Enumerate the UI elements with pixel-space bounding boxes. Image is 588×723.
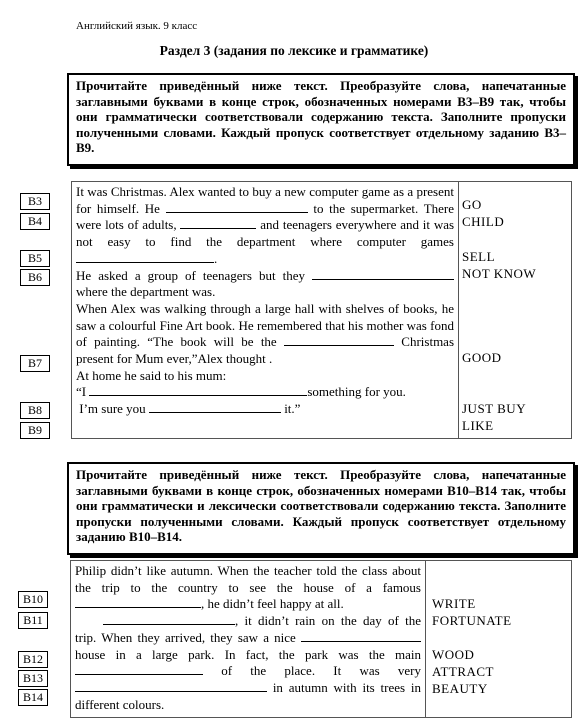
base-word-b5: SELL [462, 249, 496, 264]
task-label-b4: B4 [20, 213, 50, 230]
section-title: Раздел 3 (задания по лексике и грамматике) [159, 43, 429, 58]
base-word-b9: LIKE [462, 418, 494, 433]
instruction-box-1 [67, 73, 575, 166]
answer-blank-b14[interactable] [75, 680, 267, 692]
answer-blank-b4[interactable] [180, 217, 256, 229]
task-label-b12: B12 [18, 651, 48, 668]
instruction-box-2 [67, 462, 575, 555]
answer-blank-b6[interactable] [312, 268, 454, 280]
task-table-2 [70, 560, 572, 718]
task-label-b3: B3 [20, 193, 50, 210]
task-label-b13: B13 [18, 670, 48, 687]
task-label-b5: B5 [20, 250, 50, 267]
answer-blank-b9[interactable] [149, 401, 281, 413]
base-word-b6: NOT KNOW [462, 266, 537, 281]
task-2-paragraph: Philip didn’t like autumn. When the teacher told the class about the trip to the country to see the house of a famous , he didn’t feel happy at all. , it didn’t rain on the day of the trip. When they arrived, they saw a nice house in a large park. In fact, the park was the main of the place. It was very in autumn with its trees in different colours. [75, 563, 422, 712]
task-table-1 [71, 181, 572, 439]
task-text-2 [71, 561, 426, 717]
answer-blank-b8[interactable] [89, 384, 307, 396]
task-label-b11: B11 [18, 612, 48, 629]
answer-blank-b13[interactable] [75, 663, 203, 675]
base-word-b3: GO [462, 197, 482, 212]
task-label-b6: B6 [20, 269, 50, 286]
base-word-b7: GOOD [462, 350, 502, 365]
base-word-b11: FORTUNATE [432, 613, 512, 628]
base-word-b10: WRITE [432, 596, 476, 611]
base-word-b8: JUST BUY [462, 401, 527, 416]
task-label-b7: B7 [20, 355, 50, 372]
answer-blank-b11[interactable] [103, 613, 235, 625]
base-word-b13: ATTRACT [432, 664, 494, 679]
answer-blank-b10[interactable] [75, 596, 201, 608]
base-word-b12: WOOD [432, 647, 475, 662]
task-label-b14: B14 [18, 689, 48, 706]
base-words-2 [432, 561, 570, 717]
answer-blank-b3[interactable] [166, 201, 308, 213]
instruction-text-1: Прочитайте приведённый ниже текст. Преобразуйте слова, напечатанные заглавными буквами в конце строк, обозначенных номерами В3–В9 так, чтобы они грамматически соответствовали содержанию текста. Заполните пропуски полученными словами. Каждый пропуск соответствует отдельному заданию В3–В9. [76, 78, 566, 155]
answer-blank-b12[interactable] [301, 630, 421, 642]
answer-blank-b7[interactable] [284, 334, 394, 346]
task-label-b8: B8 [20, 402, 50, 419]
task-label-b9: B9 [20, 422, 50, 439]
task-text-1 [72, 182, 459, 438]
task-label-b10: B10 [18, 591, 48, 608]
base-word-b14: BEAUTY [432, 681, 488, 696]
base-word-b4: CHILD [462, 214, 505, 229]
task-1-paragraph: It was Christmas. Alex wanted to buy a new computer game as a present for himself. He to the supermarket. There were lots of adults, and teenagers everywhere and it was not easy to find the department where computer games . He asked a group of teenagers but they where the department was. When Alex was walking through a large hall with shelves of books, he saw a colourful Fine Art book. He remembered that his mother was fond of painting. “The book will be the Christmas present for Mum ever,”Alex thought . At home he said to his mum: “I something for you. I’m sure you it.” [76, 184, 455, 417]
page-header: Английский язык. 9 класс [76, 20, 198, 32]
answer-blank-b5[interactable] [76, 251, 214, 263]
instruction-text-2: Прочитайте приведённый ниже текст. Преобразуйте слова, напечатанные заглавными буквами в конце строк, обозначенных номерами В10–В14 так, чтобы они грамматически и лексически соответствовали содержанию текста. Заполните пропуски полученными словами. Каждый пропуск соответствует отдельному заданию В10–В14. [76, 467, 566, 544]
base-words-1 [462, 182, 570, 438]
